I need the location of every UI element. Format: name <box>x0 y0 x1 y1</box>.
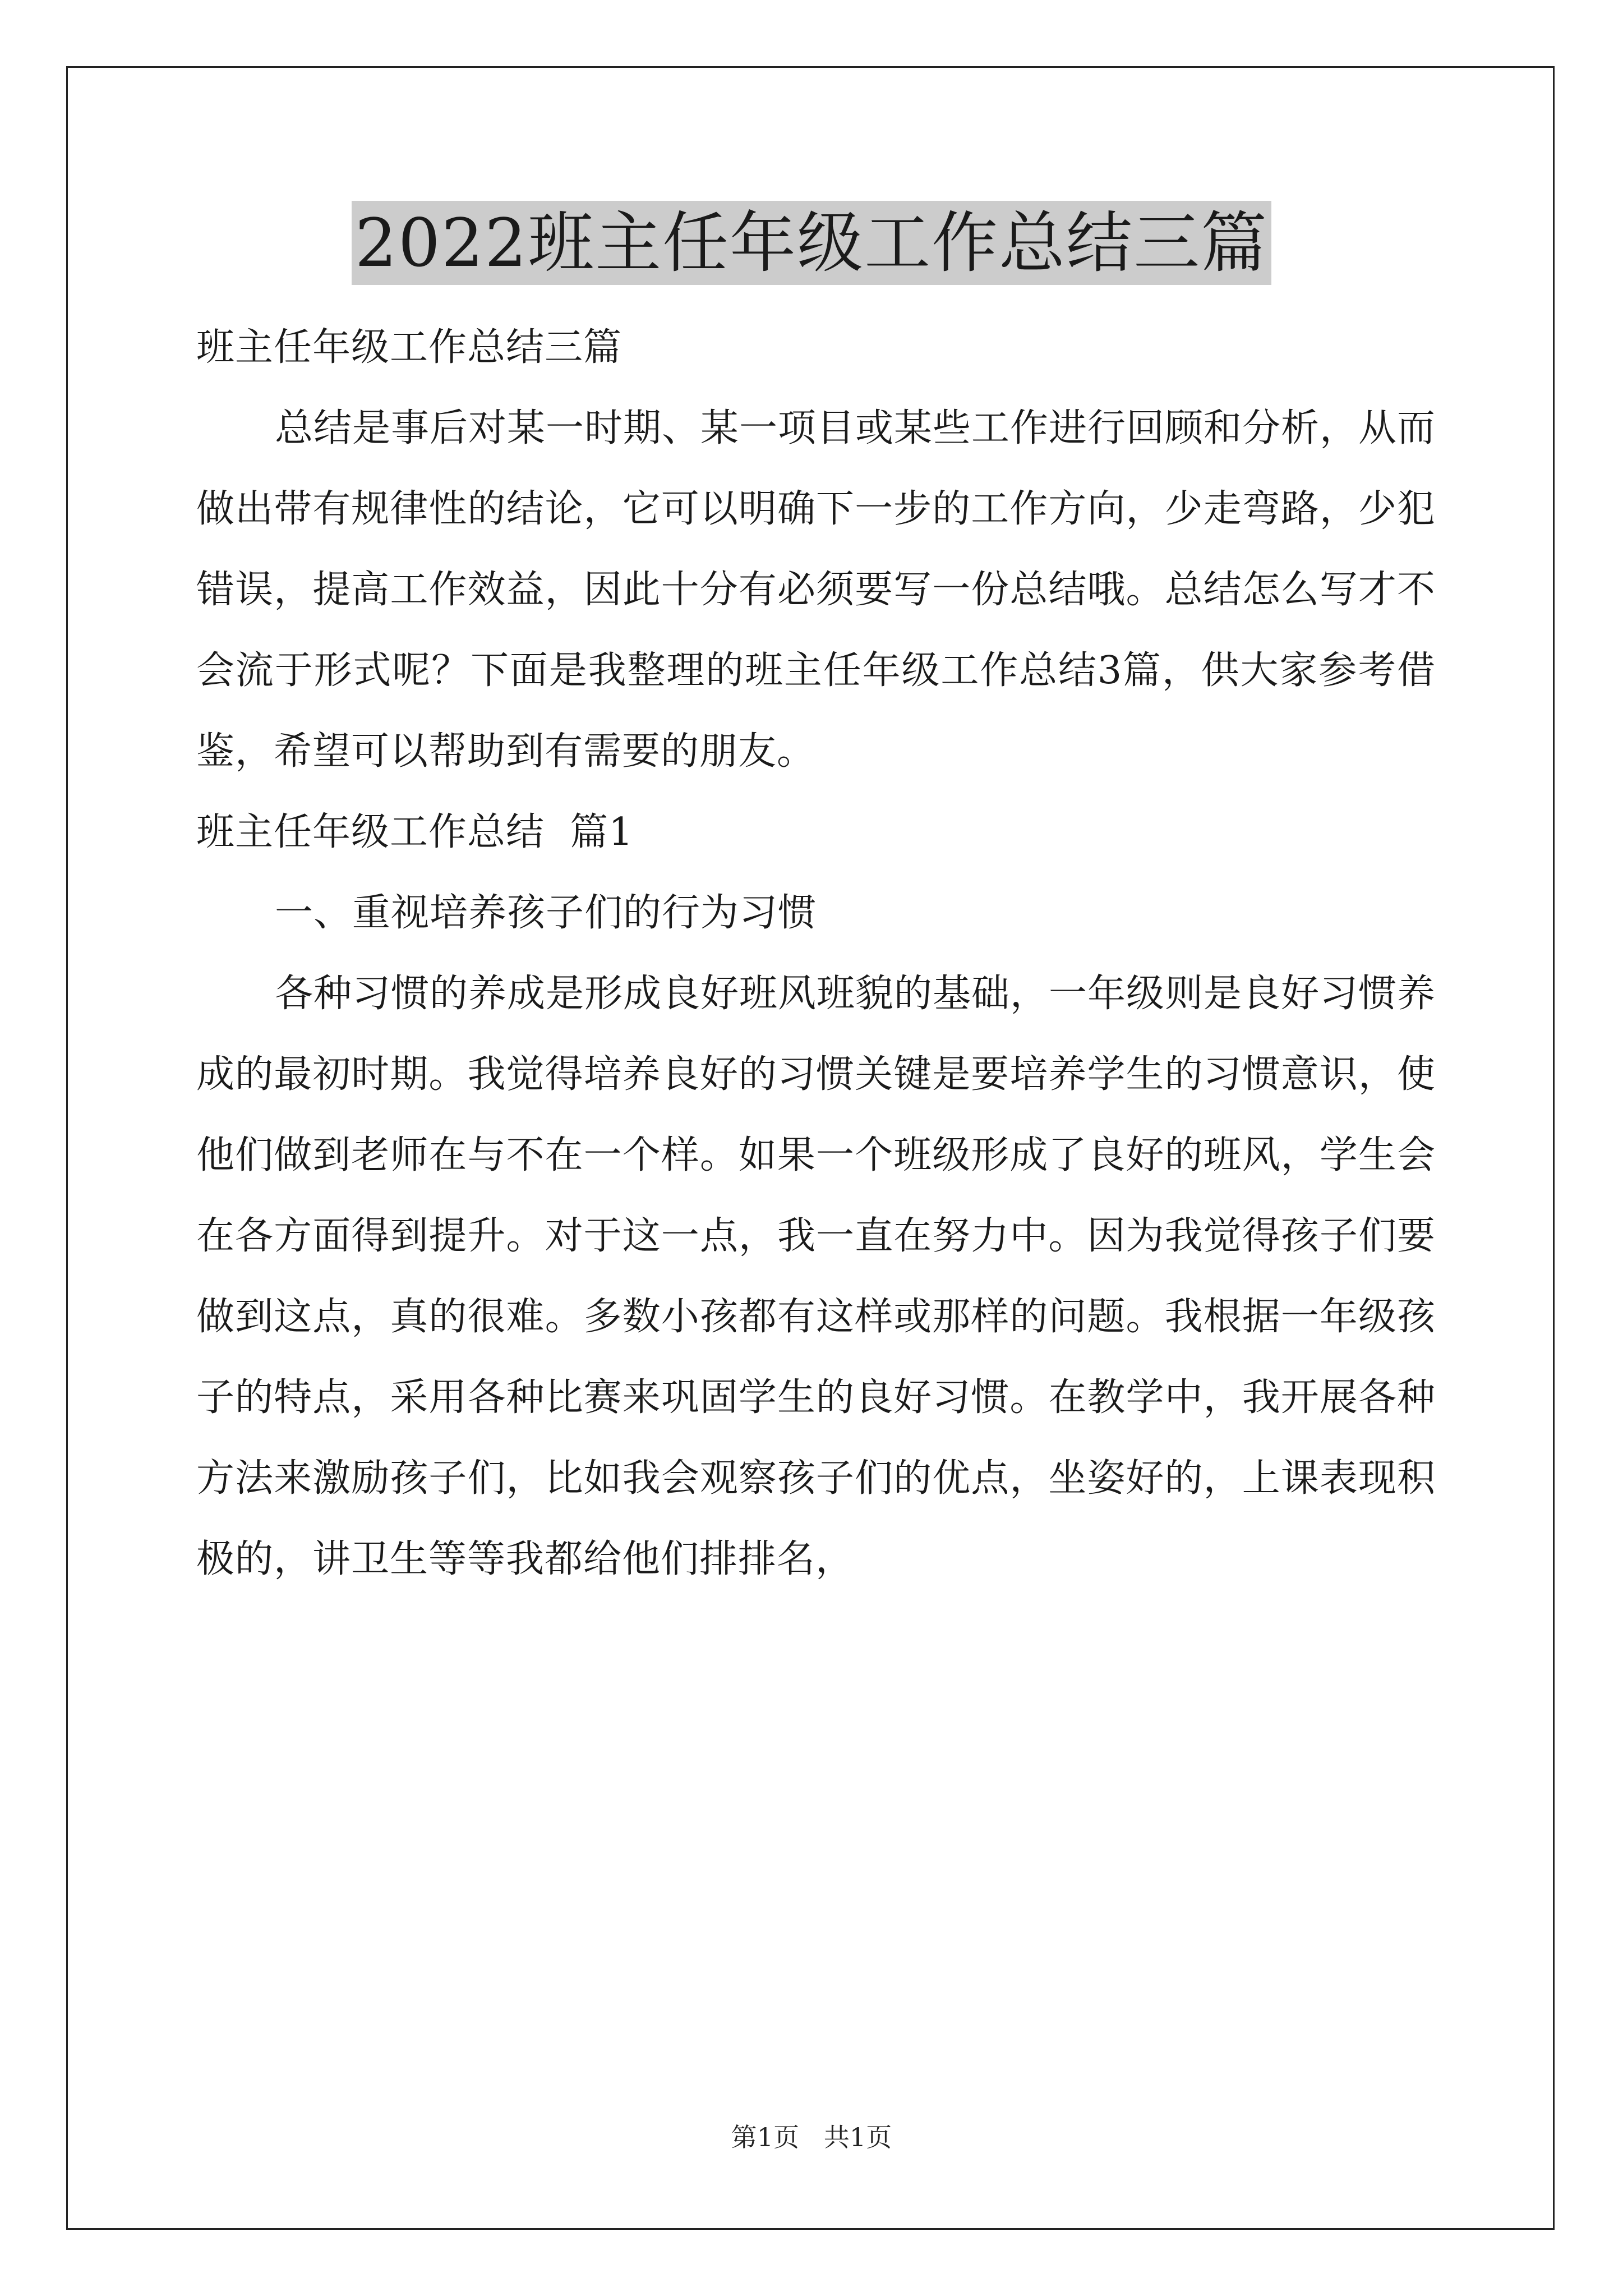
document-title: 2022班主任年级工作总结三篇 <box>352 201 1271 285</box>
page-footer: 第1页 共1页 <box>731 2122 892 2152</box>
document-subtitle: 班主任年级工作总结三篇 <box>196 325 623 370</box>
document-body <box>196 307 1436 1600</box>
title-container <box>0 201 1623 285</box>
subheading: 一、重视培养孩子们的行为习惯 <box>275 891 817 935</box>
body-paragraph: 各种习惯的养成是形成良好班风班貌的基础，一年级则是良好习惯养成的最初时期。我觉得培养良好的习惯关键是要培养学生的习惯意识，使他们做到老师在与不在一个样。如果一个班级形成了良好的班风，学生会在各方面得到提升。对于这一点，我一直在努力中。因为我觉得孩子们要做到这点，真的很难。多数小孩都有这样或那样的问题。我根据一年级孩子的特点，采用各种比赛来巩固学生的良好习惯。在教学中，我开展各种方法来激励孩子们，比如我会观察孩子们的优点，坐姿好的，上课表现积极的，讲卫生等等我都给他们排排名， <box>196 972 1436 1581</box>
section-heading: 班主任年级工作总结 篇1 <box>196 810 634 854</box>
intro-paragraph: 总结是事后对某一时期、某一项目或某些工作进行回顾和分析，从而做出带有规律性的结论，它可以明确下一步的工作方向，少走弯路，少犯错误，提高工作效益，因此十分有必须要写一份总结哦。总结怎么写才不会流于形式呢？下面是我整理的班主任年级工作总结3篇，供大家参考借鉴，希望可以帮助到有需要的朋友。 <box>196 406 1436 774</box>
